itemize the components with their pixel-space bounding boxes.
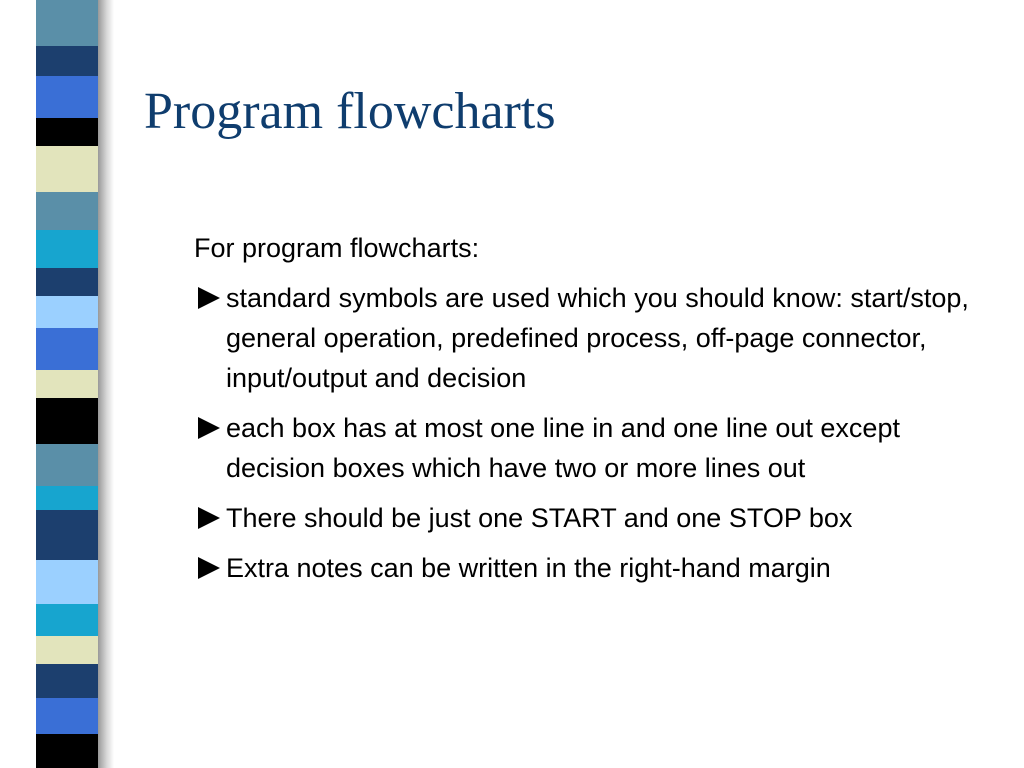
bullet-list [194, 278, 994, 588]
stripe-band [36, 0, 98, 18]
stripe-shadow [96, 0, 114, 768]
play-triangle-icon [194, 498, 226, 538]
stripe-band [36, 192, 98, 230]
stripe-band [36, 76, 98, 118]
bullet-text: Extra notes can be written in the right-hand margin [226, 553, 831, 583]
stripe-band [36, 636, 98, 664]
slide-title: Program flowcharts [144, 83, 556, 140]
stripe-band [36, 46, 98, 76]
bullet-item [194, 498, 994, 538]
slide-body [194, 228, 994, 598]
bullet-text: There should be just one START and one STOP box [226, 503, 853, 533]
stripe-band [36, 560, 98, 604]
stripe-band [36, 146, 98, 192]
stripe-band [36, 486, 98, 510]
stripe-band [36, 230, 98, 268]
stripe-band [36, 444, 98, 486]
stripe-band [36, 398, 98, 444]
bullet-item [194, 278, 994, 398]
stripe-band [36, 268, 98, 296]
stripe-band [36, 328, 98, 370]
decorative-stripe-column [0, 0, 118, 768]
intro-text: For program flowcharts: [194, 233, 480, 263]
bullet-text: standard symbols are used which you should know: start/stop, general operation, predefined process, off-page connector, input/output and decision [226, 283, 969, 393]
stripe-band [36, 734, 98, 768]
play-triangle-icon [194, 548, 226, 588]
stripe-band [36, 18, 98, 46]
stripe-band [36, 510, 98, 560]
play-triangle-icon [194, 278, 226, 318]
stripe-band [36, 296, 98, 328]
bullet-text: each box has at most one line in and one line out except decision boxes which have two or more lines out [226, 413, 900, 483]
stripe-band [36, 370, 98, 398]
stripe-band [36, 698, 98, 734]
stripe-band [36, 604, 98, 636]
stripe-band [36, 118, 98, 146]
bullet-item [194, 408, 994, 488]
stripe-band [36, 664, 98, 698]
bullet-item [194, 548, 994, 588]
play-triangle-icon [194, 408, 226, 448]
